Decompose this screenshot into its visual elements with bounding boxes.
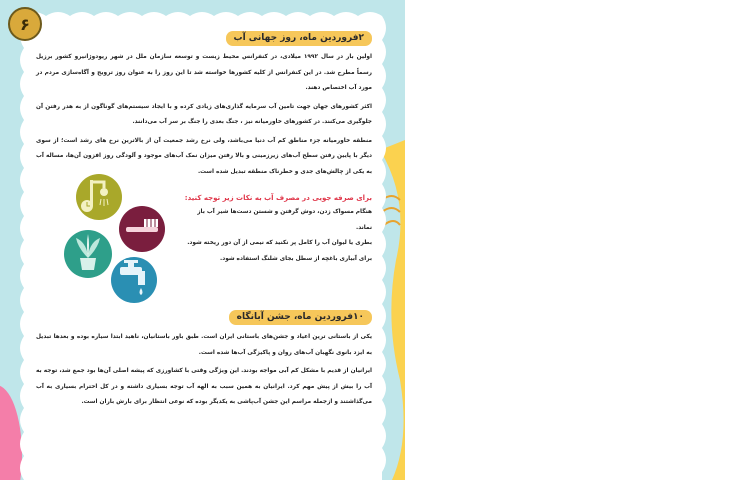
potted-plant-icon xyxy=(64,230,112,278)
shower-icon xyxy=(76,174,122,220)
water-icons-group xyxy=(60,172,166,304)
section1-paragraph-1: اولین بار در سال ۱۹۹۲ میلادی، در کنفرانس محیط زیست و توسعه سازمان ملل در شهر ریودوژانیرو کشور برزیل رسماً مطرح شد. در این کنفرانس از کلیه کشورها خواسته شد تا این روز را به عنوان روز ترویج و آگاه‌سازی مردم در مورد آب اختصاص دهند. xyxy=(36,54,372,91)
section1-body xyxy=(36,50,372,180)
toothbrush-icon xyxy=(119,206,165,252)
water-faucet-icon xyxy=(111,257,157,303)
tip-item: هنگام مسواک زدن، دوش گرفتن و شستن دست‌ها شیر آب باز نماند. xyxy=(197,209,372,231)
section2-paragraph-2: ایرانیان از قدیم با مشکل کم آبی مواجه بودند. این ویژگی وقتی با کشاورزی که پیشه اصلی آن‌ها بود جمع شد، توجه به آب را بیش از پیش مهم کرد. ایرانیان به همین سبب به الهه آب توجه بسیاری داشته و در کل احترام بسیاری به آب می‌گذاشتند و ازجمله مراسم این جشن آب‌پاشی به یکدیگر بوده که نوعی انتظار برای بارش باران است. xyxy=(36,368,372,405)
section1-paragraph-3: منطقه خاورمیانه جزء مناطق کم آب دنیا می‌باشد، ولی نرخ رشد جمعیت آن از بالاترین نرخ های رشد است؛ از سوی دیگر با پایین رفتن سطح آب‌های زیرزمینی و بالا رفتن میزان نمک آب‌های موجود و آلودگی روز افزون آن‌ها، مساله آب به یکی از چالش‌های جدی و خطرناک منطقه تبدیل شده است. xyxy=(36,137,372,175)
water-tips xyxy=(180,191,372,267)
tip-item: بطری یا لیوان آب را کامل پر نکنید که نیمی از آن دور ریخته شود. xyxy=(187,240,372,246)
tips-title: برای صرفه جویی در مصرف آب به نکات زیر توجه کنید: xyxy=(184,194,372,202)
section1-heading: ۲فروردین ماه، روز جهانی آب xyxy=(226,31,372,46)
page-number: ۶ xyxy=(8,7,42,41)
section2-heading: ۱۰فروردین ماه، جشن آبانگاه xyxy=(229,310,372,325)
section1-paragraph-2: اکثر کشورهای جهان جهت تامین آب سرمایه گذاری‌های زیادی کرده و با ایجاد سیستم‌های گوناگون از به هدر رفتن آن جلوگیری می‌کنند. در کشورهای خاورمیانه نیز ، جنگ بعدی را جنگ بر سر آب می‌دانند. xyxy=(36,103,372,125)
section2-paragraph-1: یکی از باستانی ترین اعیاد و جشن‌های باستانی ایران است. طبق باور باستانیان، ناهید ابتدا سیاره بوده و بعدها تبدیل به ایزد بانوی نگهبان آب‌های روان و پاکیزگی آب‌ها شده است. xyxy=(36,334,372,356)
pink-decoration xyxy=(0,385,22,480)
section2-body xyxy=(36,330,372,411)
tip-item: برای آبیاری باغچه از سطل بجای شلنگ استفاده شود. xyxy=(220,255,372,262)
